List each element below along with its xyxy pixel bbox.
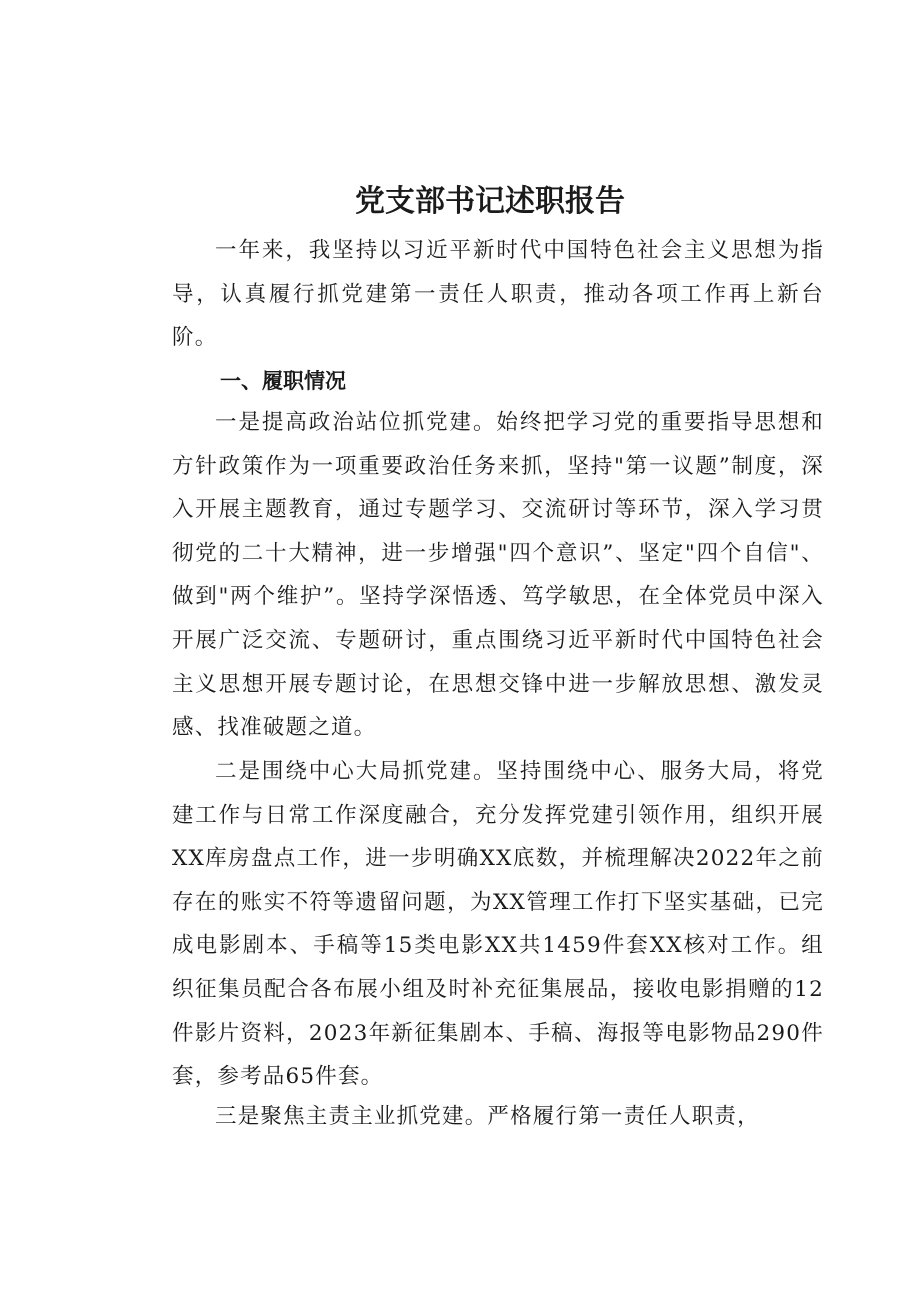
paragraph-main-responsibility: 三是聚焦主责主业抓党建。严格履行第一责任人职责，: [215, 1104, 760, 1129]
document-title: 党支部书记述职报告: [355, 184, 625, 219]
section-heading: 一、履职情况: [220, 369, 346, 393]
intro-paragraph: 一年来，我坚持以习近平新时代中国特色社会主义思想为指导，认真履行抓党建第一责任人职责，推动各项工作再上新台阶。: [172, 238, 824, 351]
paragraph-political-stance: 一是提高政治站位抓党建。始终把学习党的重要指导思想和方针政策作为一项重要政治任务来抓，坚持"第一议题”制度，深入开展主题教育，通过专题学习、交流研讨等环节，深入学习贯彻党的二十大精神，进一步增强"四个意识”、坚定"四个自信"、做到"两个维护”。坚持学深悟透、笃学敏思，在全体党员中深入开展广泛交流、专题研讨，重点围绕习近平新时代中国特色社会主义思想开展专题讨论，在思想交锋中进一步解放思想、激发灵感、找准破题之道。: [172, 410, 824, 741]
paragraph-central-work: 二是围绕中心大局抓党建。坚持围绕中心、服务大局，将党建工作与日常工作深度融合，充分发挥党建引领作用，组织开展XX库房盘点工作，进一步明确XX底数，并梳理解决2022年之前存在的账实不符等遗留问题，为XX管理工作打下坚实基础，已完成电影剧本、手稿等15类电影XX共1459件套XX核对工作。组织征集员配合各布展小组及时补充征集展品，接收电影捐赠的12件影片资料，2023年新征集剧本、手稿、海报等电影物品290件套，参考品65件套。: [172, 759, 824, 1090]
